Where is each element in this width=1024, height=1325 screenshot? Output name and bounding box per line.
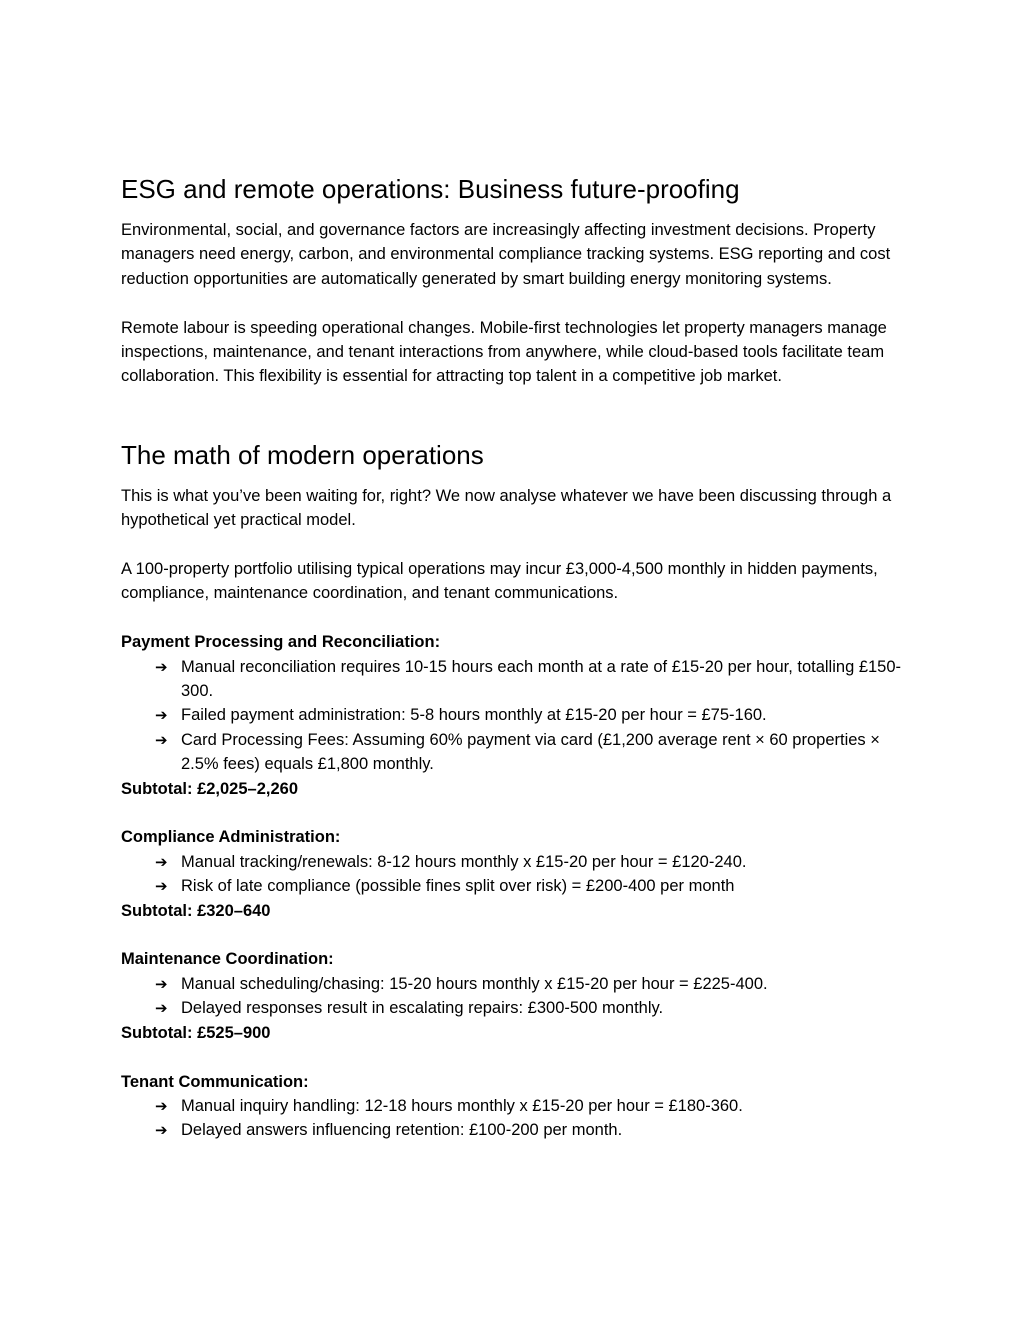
paragraph-esg-factors: Environmental, social, and governance factors are increasingly affecting investment decisions. Property managers need energy, carbon, and environmental compliance tracking systems. ESG reporting and cost reduction opportunities are automatically generated by smart building energy monitoring systems. — [121, 221, 891, 288]
list-item — [155, 1094, 911, 1118]
group-title-maintenance: Maintenance Coordination: — [121, 950, 334, 969]
list-item — [155, 972, 911, 996]
subtotal-payment: Subtotal: £2,025–2,260 — [121, 779, 299, 798]
group-title-tenant: Tenant Communication: — [121, 1072, 309, 1091]
list-item-text: Manual scheduling/chasing: 15-20 hours monthly x £15-20 per hour = £225-400. — [181, 974, 768, 993]
right-arrow-icon: ➔ — [155, 657, 168, 676]
bullet-list-maintenance — [121, 972, 911, 1021]
right-arrow-icon: ➔ — [155, 730, 168, 749]
list-item-text: Manual tracking/renewals: 8-12 hours monthly x £15-20 per hour = £120-240. — [181, 852, 747, 871]
list-item — [155, 728, 911, 777]
bullet-list-payment — [121, 655, 911, 777]
list-item-text: Manual inquiry handling: 12-18 hours monthly x £15-20 per hour = £180-360. — [181, 1096, 743, 1115]
list-item-text: Failed payment administration: 5-8 hours monthly at £15-20 per hour = £75-160. — [181, 706, 767, 725]
subtotal-maintenance: Subtotal: £525–900 — [121, 1023, 271, 1042]
list-item-text: Delayed responses result in escalating repairs: £300-500 monthly. — [181, 999, 664, 1018]
right-arrow-icon: ➔ — [155, 1121, 168, 1140]
list-item — [155, 996, 911, 1020]
subtotal-compliance: Subtotal: £320–640 — [121, 901, 271, 920]
group-title-compliance: Compliance Administration: — [121, 828, 341, 847]
right-arrow-icon: ➔ — [155, 852, 168, 871]
list-item — [155, 1118, 911, 1142]
list-item-text: Delayed answers influencing retention: £100-200 per month. — [181, 1121, 623, 1140]
section-heading-math: The math of modern operations — [121, 439, 484, 470]
right-arrow-icon: ➔ — [155, 706, 168, 725]
section-heading-esg: ESG and remote operations: Business future-proofing — [121, 174, 740, 204]
right-arrow-icon: ➔ — [155, 999, 168, 1018]
list-item-text: Risk of late compliance (possible fines split over risk) = £200-400 per month — [181, 877, 735, 896]
bullet-list-compliance — [121, 850, 911, 899]
right-arrow-icon: ➔ — [155, 1096, 168, 1115]
right-arrow-icon: ➔ — [155, 974, 168, 993]
list-item — [155, 703, 911, 727]
bullet-list-tenant — [121, 1094, 911, 1143]
paragraph-remote-labour: Remote labour is speeding operational changes. Mobile-first technologies let property managers manage inspections, maintenance, and tenant interactions from anywhere, while cloud-based tools facilitate team collaboration. This flexibility is essential for attracting top talent in a competitive job market. — [121, 318, 887, 386]
paragraph-intro-model: This is what you’ve been waiting for, right? We now analyse whatever we have been discussing through a hypothetical yet practical model. — [121, 486, 892, 530]
list-item-text: Manual reconciliation requires 10-15 hours each month at a rate of £15-20 per hour, totalling £150-300. — [181, 657, 902, 701]
list-item — [155, 850, 911, 874]
right-arrow-icon: ➔ — [155, 877, 168, 896]
document-page — [121, 172, 911, 1143]
list-item — [155, 874, 911, 898]
list-item-text: Card Processing Fees: Assuming 60% payment via card (£1,200 average rent × 60 properties × 2.5% fees) equals £1,800 monthly. — [181, 730, 880, 774]
group-title-payment: Payment Processing and Reconciliation: — [121, 633, 441, 652]
paragraph-portfolio-costs: A 100-property portfolio utilising typical operations may incur £3,000-4,500 monthly in hidden payments, compliance, maintenance coordination, and tenant communications. — [121, 560, 878, 603]
list-item — [155, 655, 911, 704]
